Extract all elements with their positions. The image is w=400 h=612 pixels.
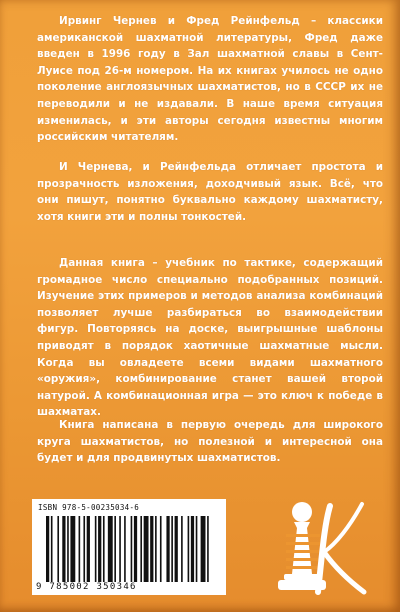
paragraph-style: И Чернева, и Рейнфельда отличает простота и прозрачность изложения, доходчивый язык. Всё, что они пишут, понятно буквально каждому шахматисту, хотя книги эти и полны тонкостей. [37,161,383,223]
isbn-label: ISBN 978-5-00235034-6 [38,503,140,512]
barcode-bar [207,516,209,582]
barcode-bar [57,516,59,582]
barcode-bar [114,516,116,582]
barcode-bar [70,516,75,582]
barcode-bar [62,516,65,582]
barcode-bar [155,516,157,582]
barcode-bar [201,516,206,582]
barcode-bar [87,516,90,582]
barcode-bar [124,516,126,582]
barcode-bars [46,516,212,582]
barcode-bar [191,516,194,582]
barcode-bar [144,516,149,582]
barcode-bar [108,516,113,582]
paragraph-audience: Книга написана в первую очередь для широкого круга шахматистов, но полезной и интересной она будет и для продвинутых шахматистов. [37,419,383,465]
barcode-bar [95,516,97,582]
barcode-bar [83,516,85,582]
barcode-bar [175,516,178,582]
barcode-bar [166,516,169,582]
barcode-bar [67,516,69,582]
barcode-bar [134,516,137,582]
chess-pawn-letter-k-logo [272,496,370,598]
barcode-bar [160,516,162,582]
barcode-bar [181,516,183,582]
barcode-bar [46,516,49,582]
barcode-bar [103,516,105,582]
barcode-bar [150,516,153,582]
barcode-bar [51,516,53,582]
barcode-bar [119,516,121,582]
isbn-barcode [32,499,226,595]
barcode-bar [188,516,190,582]
paragraph-authors: Ирвинг Чернев и Фред Рейнфельд – классики американской шахматной литературы, Фред даже введен в 1996 году в Зал шахматной славы в Сент-Луисе под 26-м номером. На их книгах училось не одно поколение англоязычных шахматистов, но в СССР их не переводили и не издавали. В наше время ситуация изменилась, и эти авторы сегодня известны многим российским читателям. [37,15,383,144]
paragraph-book-description: Данная книга – учебник по тактике, содержащий громадное число специально подобранных позиций. Изучение этих примеров и методов анализа комбинаций позволяет лучше разбираться во взаимодействии фигур. Повторяясь на доске, выигрышные шаблоны приводят в порядок хаотичные шахматные мысли. Когда вы овладеете всеми видами шахматного «оружия», комбинирование станет вашей второй натурой. А комбинационная игра — это ключ к победе в шахматах. [37,257,383,419]
barcode-bar [79,516,81,582]
barcode-bar [140,516,142,582]
barcode-number: 9 785002 350346 [36,582,137,592]
barcode-bar [196,516,198,582]
barcode-bar [171,516,173,582]
barcode-bar [98,516,101,582]
barcode-bar [131,516,133,582]
